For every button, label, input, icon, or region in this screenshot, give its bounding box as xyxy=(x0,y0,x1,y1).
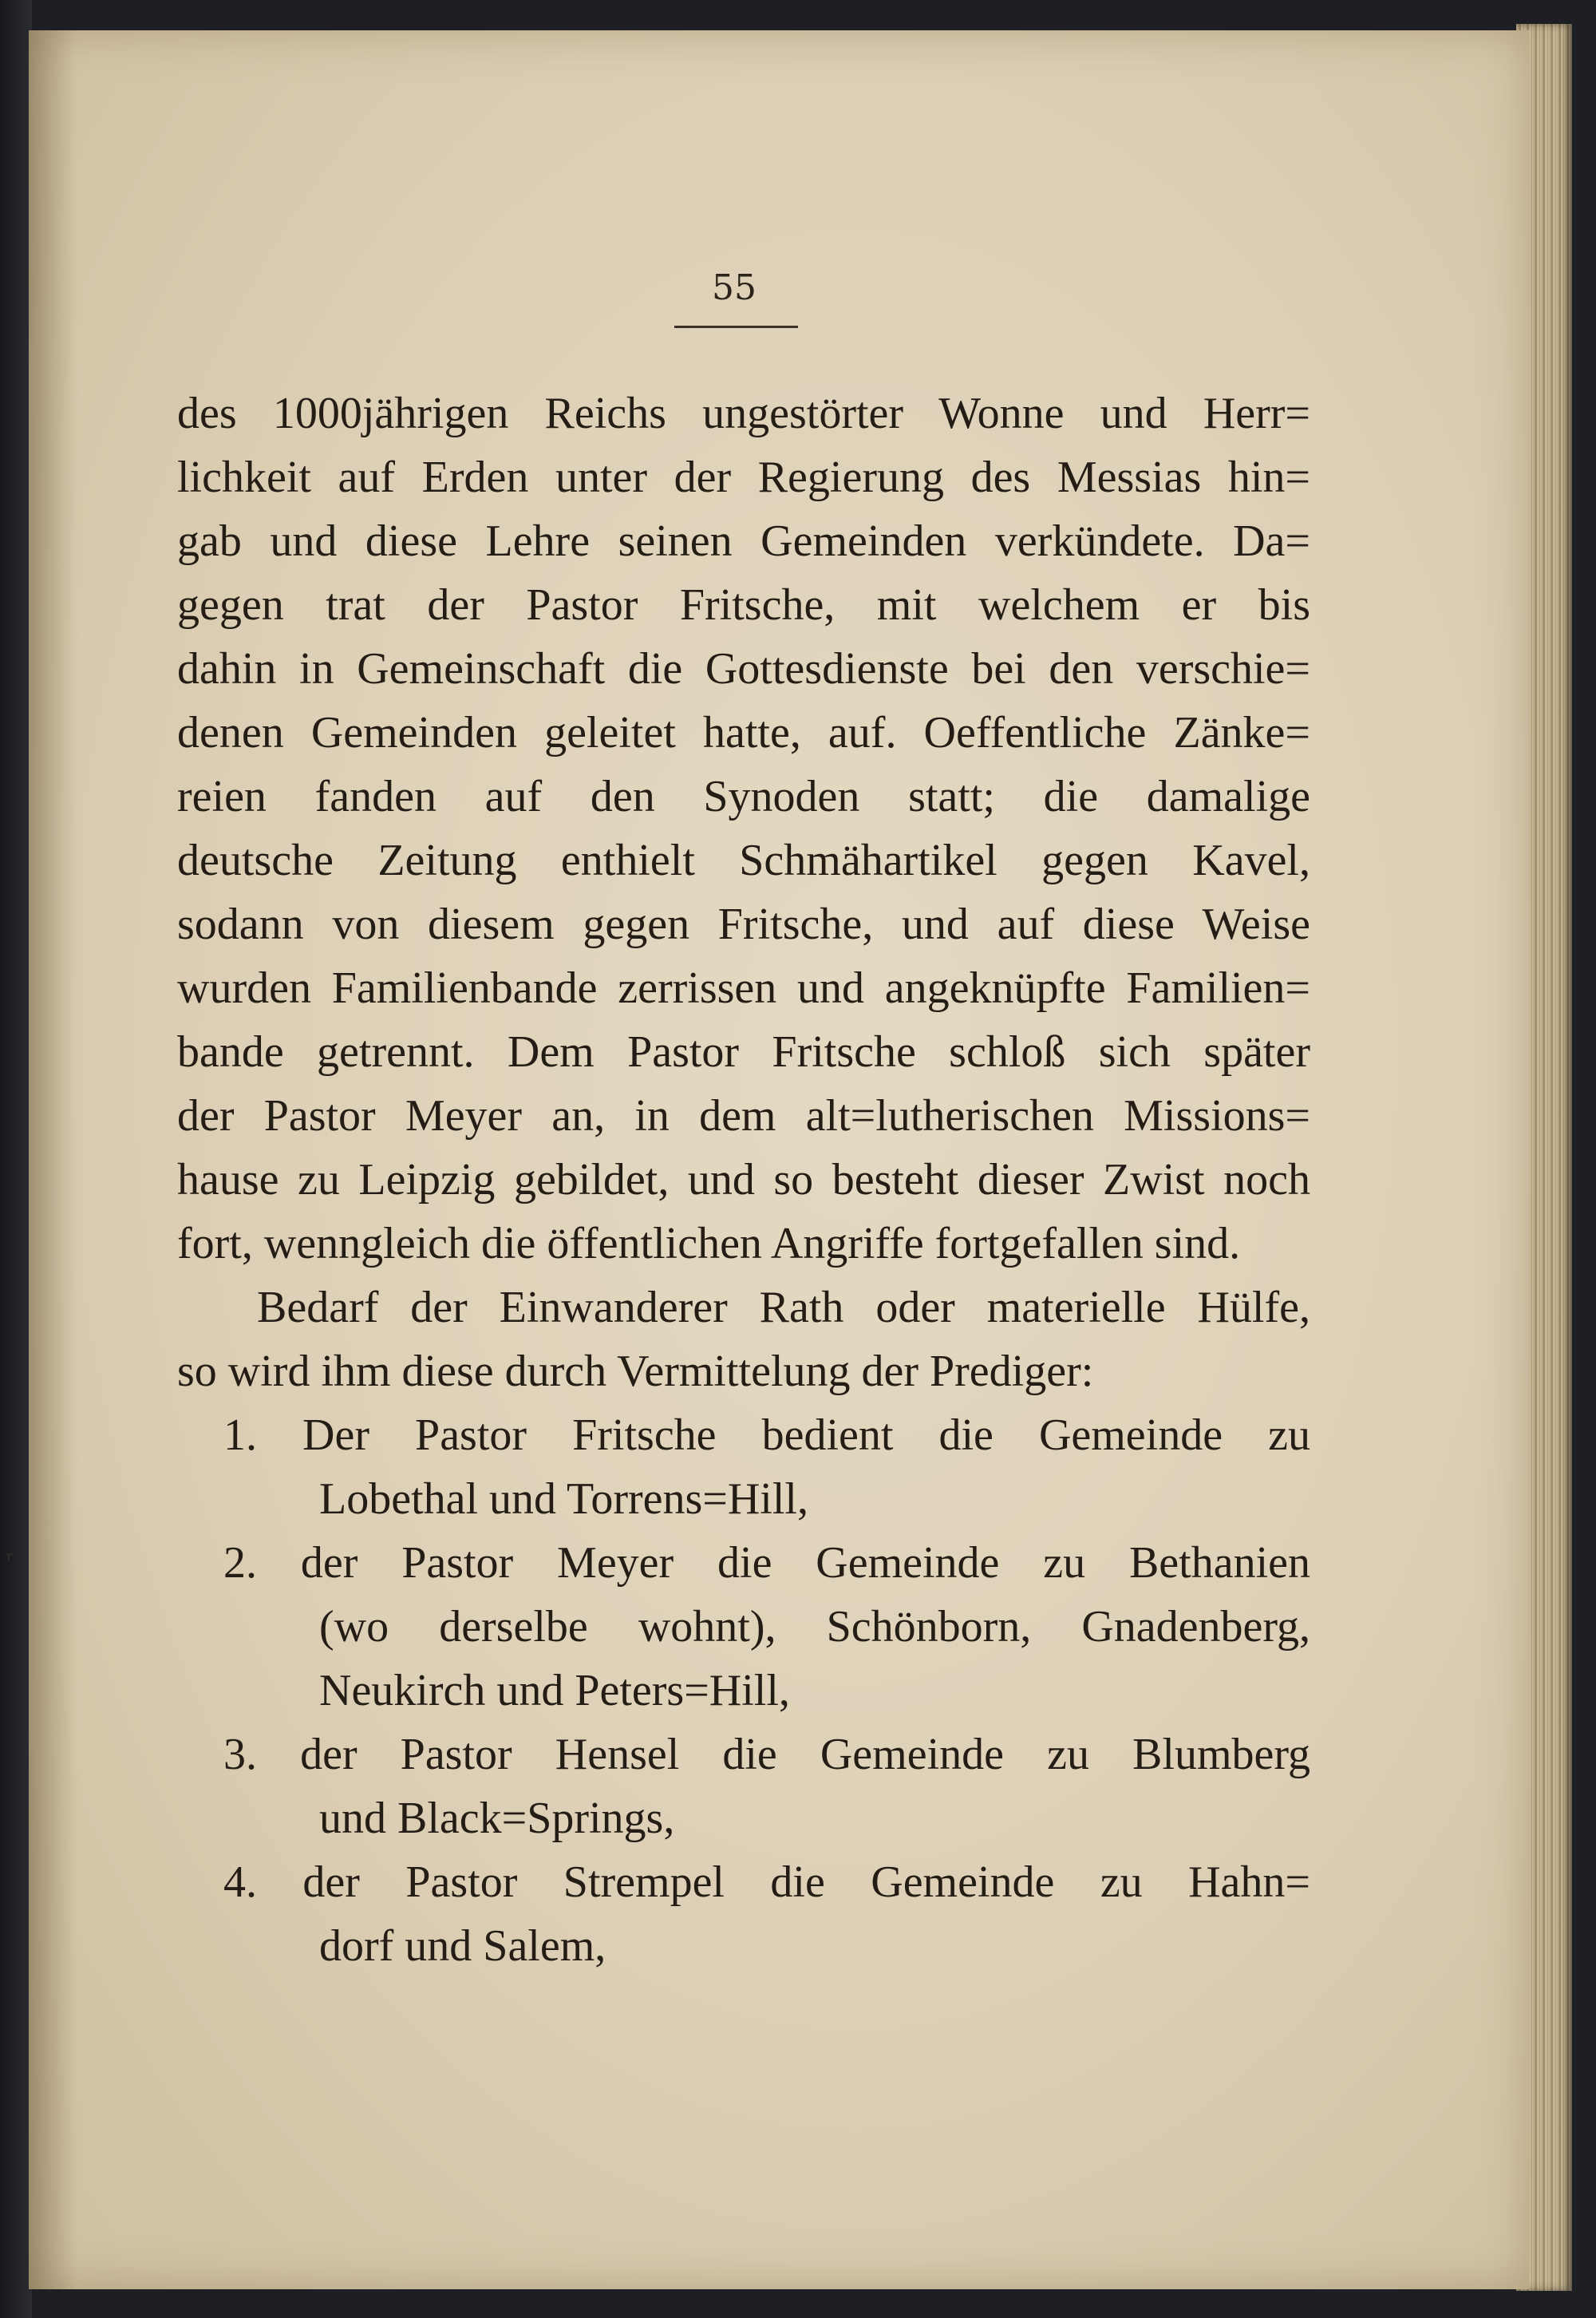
text-line: so wird ihm diese durch Vermittelung der Prediger: xyxy=(177,1347,1094,1396)
text-line: lichkeit auf Erden unter der Regierung des Messias hin= xyxy=(177,453,1310,502)
margin-mark: ʳ xyxy=(6,1549,14,1572)
list-item-continuation: dorf und Salem, xyxy=(319,1921,606,1971)
text-line: sodann von diesem gegen Fritsche, und auf diese Weise xyxy=(177,900,1310,949)
book-cover-edge xyxy=(0,0,32,2318)
text-line: Bedarf der Einwanderer Rath oder materielle Hülfe, xyxy=(257,1283,1310,1332)
list-item-continuation: Neukirch und Peters=Hill, xyxy=(319,1666,790,1715)
text-line: des 1000jährigen Reichs ungestörter Wonne und Herr= xyxy=(177,389,1310,438)
page-number: 55 xyxy=(712,267,757,308)
text-line: der Pastor Meyer an, in dem alt=lutherischen Missions= xyxy=(177,1091,1310,1141)
page-number-rule xyxy=(674,326,798,328)
text-line: reien fanden auf den Synoden statt; die damalige xyxy=(177,772,1310,821)
text-line: hause zu Leipzig gebildet, und so besteht dieser Zwist noch xyxy=(177,1155,1310,1204)
list-item: 4. der Pastor Strempel die Gemeinde zu Hahn= xyxy=(223,1857,1310,1907)
text-line: deutsche Zeitung enthielt Schmähartikel gegen Kavel, xyxy=(177,836,1310,885)
text-line: denen Gemeinden geleitet hatte, auf. Oeffentliche Zänke= xyxy=(177,708,1310,758)
text-line: fort, wenngleich die öffentlichen Angriffe fortgefallen sind. xyxy=(177,1219,1241,1268)
page-body-text xyxy=(177,382,1310,1978)
text-line: gab und diese Lehre seinen Gemeinden verkündete. Da= xyxy=(177,516,1310,566)
list-item: 3. der Pastor Hensel die Gemeinde zu Blumberg xyxy=(223,1730,1310,1779)
list-item-continuation: Lobethal und Torrens=Hill, xyxy=(319,1474,808,1524)
list-item: 2. der Pastor Meyer die Gemeinde zu Bethanien xyxy=(223,1538,1310,1588)
text-line: gegen trat der Pastor Fritsche, mit welchem er bis xyxy=(177,580,1310,630)
text-line: dahin in Gemeinschaft die Gottesdienste bei den verschie= xyxy=(177,644,1310,694)
list-item-continuation: und Black=Springs, xyxy=(319,1794,675,1843)
text-line: bande getrennt. Dem Pastor Fritsche schloß sich später xyxy=(177,1027,1310,1077)
list-item: 1. Der Pastor Fritsche bedient die Gemeinde zu xyxy=(223,1410,1310,1460)
list-item-continuation: (wo derselbe wohnt), Schönborn, Gnadenberg, xyxy=(319,1602,1310,1651)
gutter-shadow xyxy=(29,30,77,2289)
text-line: wurden Familienbande zerrissen und angeknüpfte Familien= xyxy=(177,963,1310,1013)
